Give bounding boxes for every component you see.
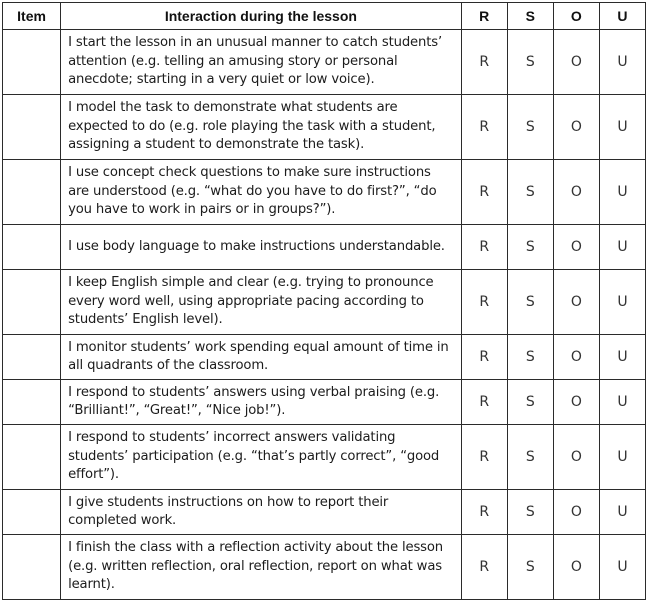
- option-u[interactable]: U: [599, 490, 645, 535]
- item-number-cell: [3, 160, 61, 225]
- option-u[interactable]: U: [599, 335, 645, 380]
- option-u[interactable]: U: [599, 95, 645, 160]
- option-o[interactable]: O: [553, 270, 599, 335]
- option-r[interactable]: R: [461, 335, 507, 380]
- option-u[interactable]: U: [599, 425, 645, 490]
- interaction-description: I model the task to demonstrate what students are expected to do (e.g. role playing the task with a student, assigning a student to demonstrate the task).: [61, 95, 462, 160]
- table-row: [3, 225, 646, 270]
- header-row: [3, 3, 646, 30]
- item-number-cell: [3, 335, 61, 380]
- table-row: [3, 535, 646, 600]
- option-s[interactable]: S: [507, 160, 553, 225]
- table-row: [3, 95, 646, 160]
- item-number-cell: [3, 225, 61, 270]
- option-o[interactable]: O: [553, 225, 599, 270]
- header-r: R: [461, 3, 507, 30]
- item-number-cell: [3, 490, 61, 535]
- interaction-description: I give students instructions on how to report their completed work.: [61, 490, 462, 535]
- interaction-description: I use concept check questions to make sure instructions are understood (e.g. “what do you have to do first?”, “do you have to work in pairs or in groups?”).: [61, 160, 462, 225]
- option-s[interactable]: S: [507, 490, 553, 535]
- option-r[interactable]: R: [461, 270, 507, 335]
- interaction-description: I start the lesson in an unusual manner to catch students’ attention (e.g. telling an amusing story or personal anecdote; starting in a very quiet or low voice).: [61, 30, 462, 95]
- header-item: Item: [3, 3, 61, 30]
- table-row: [3, 160, 646, 225]
- option-s[interactable]: S: [507, 95, 553, 160]
- option-r[interactable]: R: [461, 95, 507, 160]
- table-row: [3, 490, 646, 535]
- header-s: S: [507, 3, 553, 30]
- option-r[interactable]: R: [461, 535, 507, 600]
- option-o[interactable]: O: [553, 425, 599, 490]
- option-o[interactable]: O: [553, 95, 599, 160]
- item-number-cell: [3, 270, 61, 335]
- item-number-cell: [3, 380, 61, 425]
- option-o[interactable]: O: [553, 535, 599, 600]
- option-r[interactable]: R: [461, 490, 507, 535]
- option-u[interactable]: U: [599, 380, 645, 425]
- table-body: [3, 30, 646, 600]
- interaction-description: I keep English simple and clear (e.g. trying to pronounce every word well, using appropriate pacing according to students’ English level).: [61, 270, 462, 335]
- interaction-description: I finish the class with a reflection activity about the lesson (e.g. written reflection, oral reflection, report on what was learnt).: [61, 535, 462, 600]
- option-r[interactable]: R: [461, 30, 507, 95]
- option-s[interactable]: S: [507, 425, 553, 490]
- item-number-cell: [3, 95, 61, 160]
- option-o[interactable]: O: [553, 160, 599, 225]
- interaction-survey-table: [2, 2, 646, 600]
- option-o[interactable]: O: [553, 490, 599, 535]
- table-row: [3, 335, 646, 380]
- option-r[interactable]: R: [461, 225, 507, 270]
- item-number-cell: [3, 535, 61, 600]
- table-header: [3, 3, 646, 30]
- item-number-cell: [3, 425, 61, 490]
- option-u[interactable]: U: [599, 160, 645, 225]
- interaction-description: I respond to students’ incorrect answers validating students’ participation (e.g. “that’s partly correct”, “good effort”).: [61, 425, 462, 490]
- option-s[interactable]: S: [507, 380, 553, 425]
- table-row: [3, 30, 646, 95]
- option-u[interactable]: U: [599, 270, 645, 335]
- table-row: [3, 270, 646, 335]
- option-s[interactable]: S: [507, 335, 553, 380]
- table-row: [3, 425, 646, 490]
- option-u[interactable]: U: [599, 225, 645, 270]
- header-interaction: Interaction during the lesson: [61, 3, 462, 30]
- option-s[interactable]: S: [507, 270, 553, 335]
- option-r[interactable]: R: [461, 380, 507, 425]
- table-row: [3, 380, 646, 425]
- option-o[interactable]: O: [553, 380, 599, 425]
- option-o[interactable]: O: [553, 30, 599, 95]
- item-number-cell: [3, 30, 61, 95]
- option-r[interactable]: R: [461, 425, 507, 490]
- option-u[interactable]: U: [599, 535, 645, 600]
- option-s[interactable]: S: [507, 225, 553, 270]
- option-s[interactable]: S: [507, 30, 553, 95]
- interaction-description: I use body language to make instructions understandable.: [61, 225, 462, 270]
- header-u: U: [599, 3, 645, 30]
- option-u[interactable]: U: [599, 30, 645, 95]
- option-s[interactable]: S: [507, 535, 553, 600]
- option-o[interactable]: O: [553, 335, 599, 380]
- option-r[interactable]: R: [461, 160, 507, 225]
- interaction-description: I respond to students’ answers using verbal praising (e.g. “Brilliant!”, “Great!”, “Nice job!”).: [61, 380, 462, 425]
- header-o: O: [553, 3, 599, 30]
- interaction-description: I monitor students’ work spending equal amount of time in all quadrants of the classroom.: [61, 335, 462, 380]
